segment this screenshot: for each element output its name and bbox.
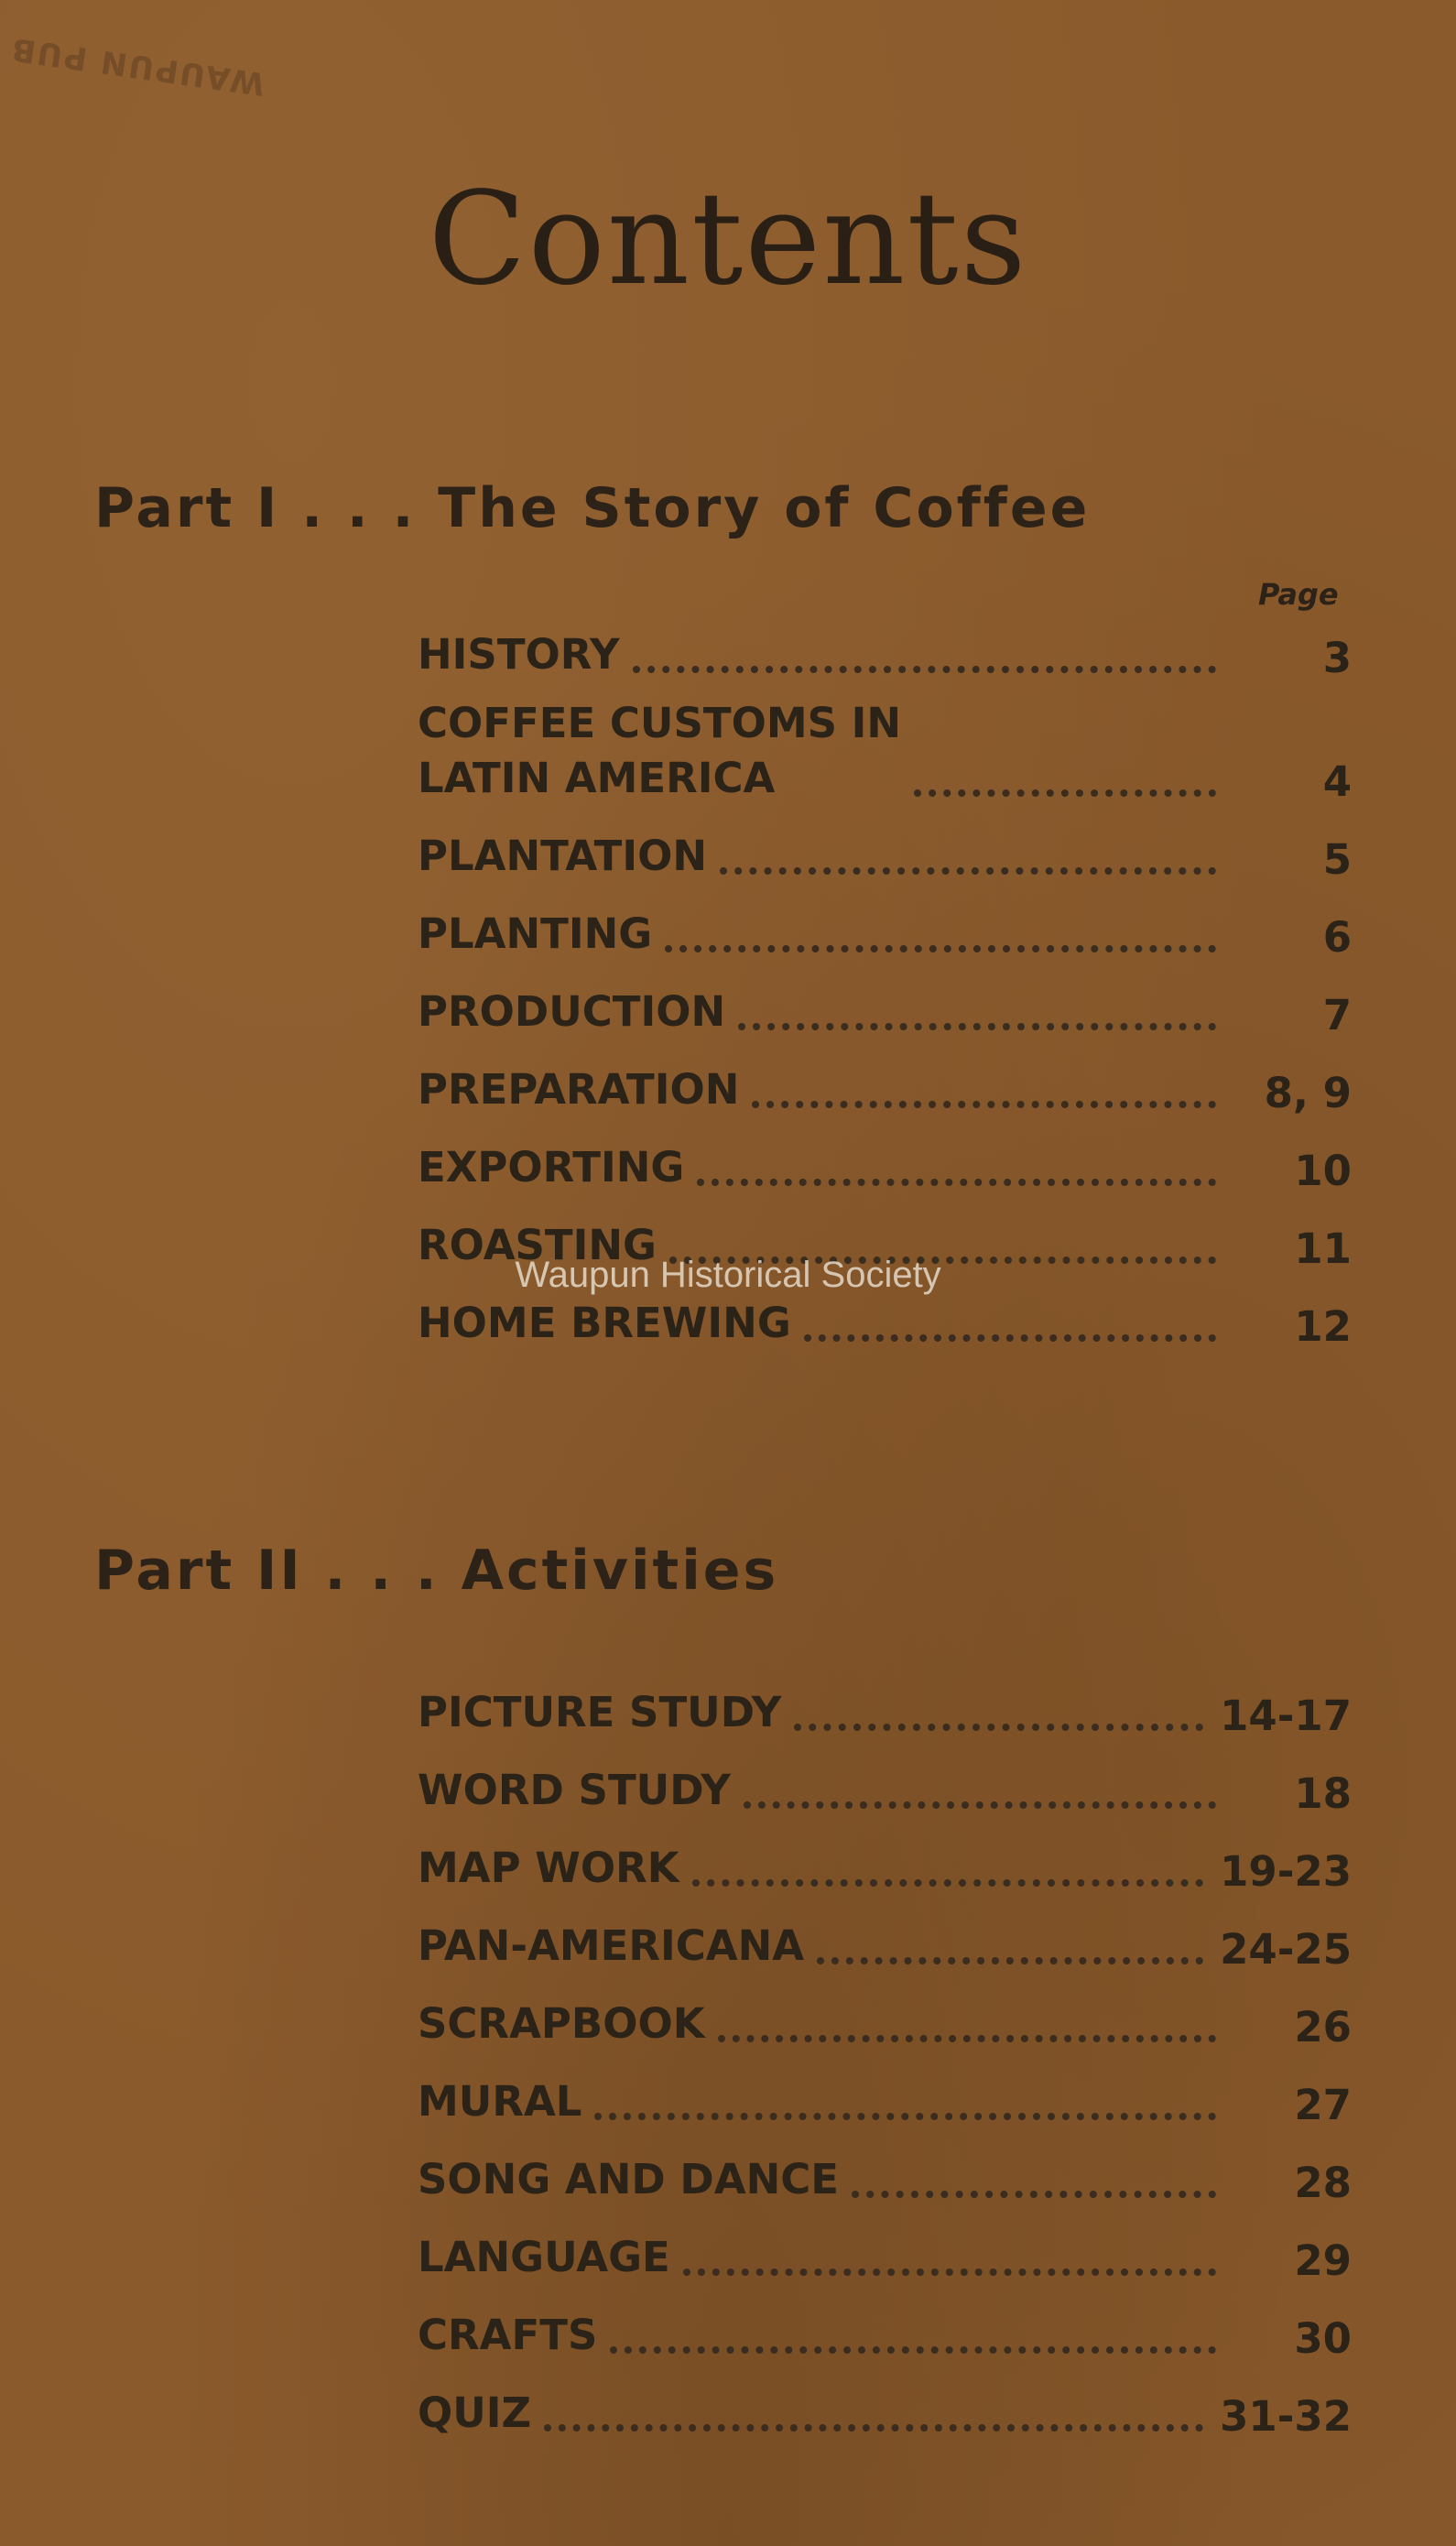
toc-entry	[418, 1818, 1352, 1896]
dot-leader	[665, 945, 1216, 952]
toc-entry-page: 29	[1294, 2236, 1352, 2285]
toc-entry	[418, 962, 1352, 1039]
toc-entry	[418, 1896, 1352, 1974]
toc-entry-page: 26	[1294, 2003, 1352, 2051]
toc-entry-title: SCRAPBOOK	[418, 1999, 705, 2048]
toc-entry-title: CRAFTS	[418, 2311, 598, 2359]
toc-entry-page: 6	[1322, 913, 1352, 962]
dot-leader	[544, 2424, 1203, 2432]
dot-leader	[594, 2113, 1216, 2120]
toc-entry	[418, 2363, 1352, 2441]
toc-entry-title: PLANTING	[418, 909, 653, 958]
toc-entry-title: SONG AND DANCE	[418, 2155, 840, 2203]
toc-entry-page: 12	[1294, 1302, 1352, 1351]
page-title: Contents	[428, 165, 1028, 314]
toc-entry-title: PAN-AMERICANA	[418, 1921, 805, 1970]
part-one-heading: Part I . . . The Story of Coffee	[94, 476, 1091, 540]
library-stamp: WAUPUN PUB	[7, 29, 267, 103]
toc-entry-title: ROASTING	[418, 1221, 657, 1269]
toc-entry-page: 18	[1294, 1769, 1352, 1818]
toc-entry-title: LANGUAGE	[418, 2233, 670, 2281]
dot-leader	[914, 789, 1216, 797]
toc-entry-title: PICTURE STUDY	[418, 1688, 782, 1736]
dot-leader	[718, 2035, 1216, 2042]
toc-entry-page: 24-25	[1220, 1925, 1352, 1974]
toc-entry-title: PRODUCTION	[418, 987, 726, 1036]
toc-entry	[418, 682, 1352, 806]
toc-entry-title: HOME BREWING	[418, 1299, 791, 1347]
dot-leader	[720, 867, 1216, 875]
page-column-label: Page	[1258, 577, 1339, 612]
toc-entry	[418, 884, 1352, 962]
toc-entry	[418, 1195, 1352, 1273]
toc-entry-page: 7	[1322, 991, 1352, 1039]
toc-entry	[418, 604, 1352, 682]
dot-leader	[669, 1257, 1216, 1264]
toc-entry	[418, 1974, 1352, 2051]
toc-entry-page: 31-32	[1220, 2392, 1352, 2441]
toc-entry	[418, 2285, 1352, 2363]
toc-entry	[418, 1117, 1352, 1195]
dot-leader	[610, 2346, 1216, 2354]
toc-entry-page: 30	[1294, 2314, 1352, 2363]
dot-leader	[744, 1801, 1216, 1809]
dot-leader	[697, 1179, 1216, 1186]
dot-leader	[817, 1957, 1203, 1964]
toc-entry-title: HISTORY	[418, 630, 620, 679]
toc-entry	[418, 2207, 1352, 2285]
toc-entry-page: 4	[1322, 757, 1352, 806]
toc-entry-title: EXPORTING	[418, 1143, 685, 1191]
toc-entry-page: 11	[1294, 1224, 1352, 1273]
toc-entry-title: MURAL	[418, 2077, 582, 2126]
part-two-toc	[418, 1662, 1352, 2441]
dot-leader	[633, 666, 1216, 673]
toc-entry-page: 14-17	[1220, 1692, 1352, 1740]
toc-entry	[418, 2051, 1352, 2129]
dot-leader	[683, 2269, 1216, 2276]
toc-entry	[418, 1662, 1352, 1740]
toc-entry	[418, 1039, 1352, 1117]
toc-entry-page: 3	[1322, 634, 1352, 682]
toc-entry-page: 19-23	[1220, 1847, 1352, 1896]
dot-leader	[738, 1023, 1216, 1030]
dot-leader	[794, 1724, 1203, 1731]
toc-entry-page: 28	[1294, 2159, 1352, 2207]
dot-leader	[804, 1334, 1216, 1342]
dot-leader	[752, 1101, 1216, 1108]
toc-entry-title: WORD STUDY	[418, 1766, 731, 1814]
toc-entry-page: 10	[1294, 1147, 1352, 1195]
toc-entry-title: MAP WORK	[418, 1844, 679, 1892]
toc-entry	[418, 2129, 1352, 2207]
toc-entry-page: 27	[1294, 2081, 1352, 2129]
toc-entry	[418, 806, 1352, 884]
part-two-heading: Part II . . . Activities	[94, 1539, 779, 1603]
toc-entry-title: PREPARATION	[418, 1065, 740, 1114]
toc-entry-title: QUIZ	[418, 2388, 532, 2437]
toc-entry-title: PLANTATION	[418, 832, 708, 880]
toc-entry-title: COFFEE CUSTOMS IN LATIN AMERICA	[418, 699, 902, 802]
part-one-toc	[418, 604, 1352, 1351]
toc-entry	[418, 1740, 1352, 1818]
toc-entry	[418, 1273, 1352, 1351]
dot-leader	[692, 1879, 1203, 1887]
watermark-text: Waupun Historical Society	[515, 1255, 941, 1295]
toc-entry-page: 5	[1322, 835, 1352, 884]
dot-leader	[852, 2191, 1216, 2198]
toc-entry-page: 8, 9	[1264, 1069, 1352, 1117]
